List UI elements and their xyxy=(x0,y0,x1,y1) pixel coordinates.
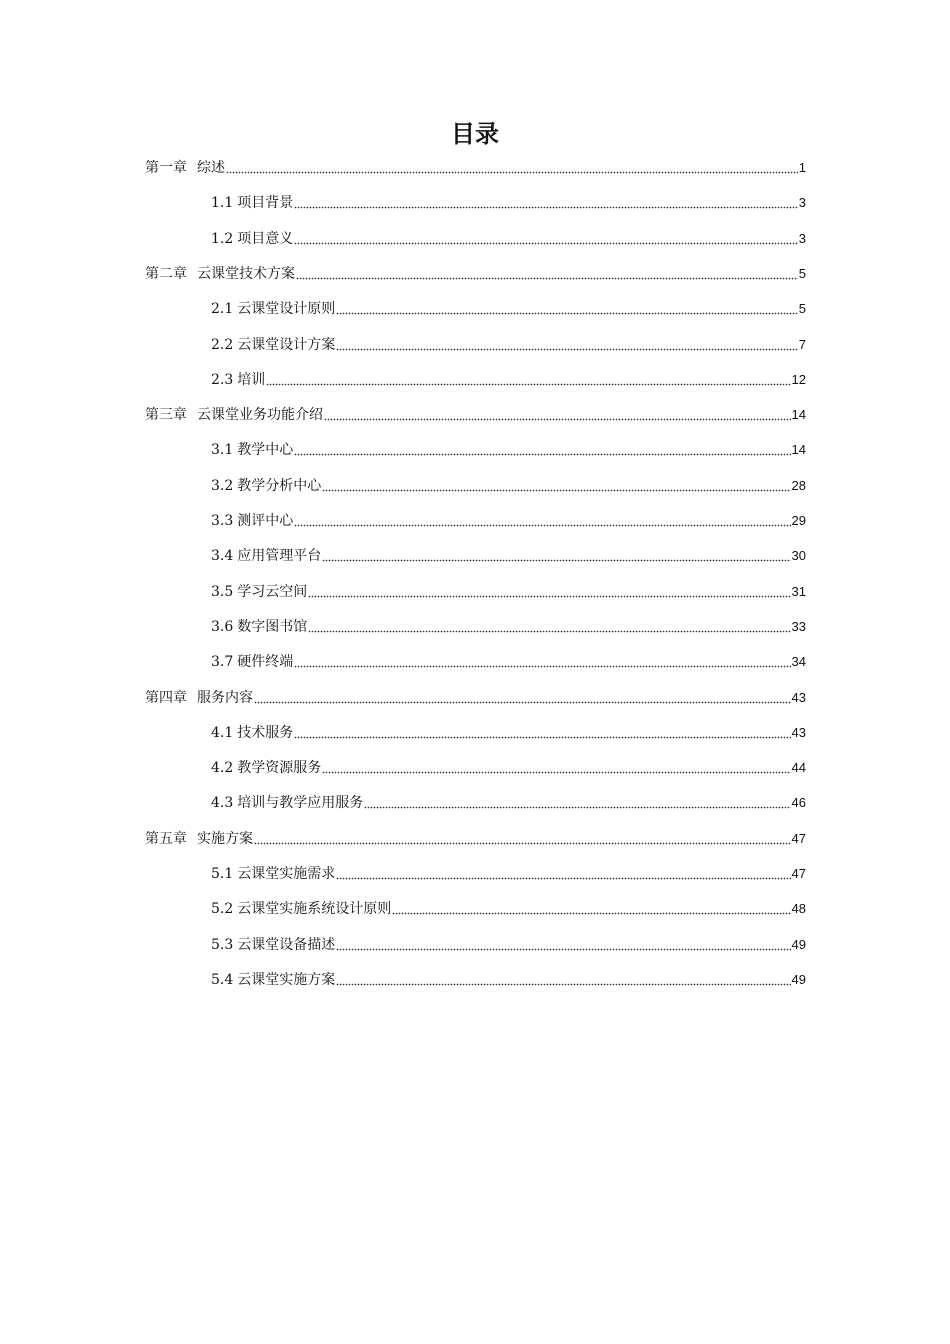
toc-dot-leader xyxy=(254,696,791,704)
toc-section-entry[interactable] xyxy=(211,615,806,639)
toc-entry-title: 数字图书馆 xyxy=(237,619,308,635)
toc-entry-title: 云课堂业务功能介绍 xyxy=(197,407,323,423)
toc-dot-leader xyxy=(308,590,790,598)
toc-section-entry[interactable] xyxy=(211,933,806,957)
toc-page-number: 14 xyxy=(791,442,806,457)
toc-chapter-number: 第四章 xyxy=(145,690,187,706)
toc-section-number: 4.3 xyxy=(211,795,234,811)
toc-page-number: 44 xyxy=(791,760,806,775)
toc-page-number: 28 xyxy=(791,478,806,493)
toc-section-number: 3.7 xyxy=(211,654,234,670)
toc-chapter-entry[interactable] xyxy=(145,827,806,851)
toc-section-entry[interactable] xyxy=(211,544,806,568)
toc-page-number: 43 xyxy=(791,725,806,740)
toc-page-number: 5 xyxy=(798,266,806,281)
toc-section-number: 2.1 xyxy=(211,301,234,317)
toc-entry-title: 应用管理平台 xyxy=(237,548,322,564)
toc-section-entry[interactable] xyxy=(211,968,806,992)
toc-section-entry[interactable] xyxy=(211,191,806,215)
toc-dot-leader xyxy=(336,978,790,986)
toc-dot-leader xyxy=(266,378,790,386)
toc-entry-title: 培训与教学应用服务 xyxy=(237,795,364,811)
toc-dot-leader xyxy=(322,484,790,492)
toc-page-number: 12 xyxy=(791,372,806,387)
toc-dot-leader xyxy=(294,201,798,209)
toc-dot-leader xyxy=(226,166,798,174)
toc-section-number: 5.2 xyxy=(211,901,234,917)
toc-dot-leader xyxy=(294,731,790,739)
toc-dot-leader xyxy=(336,307,798,315)
toc-chapter-entry[interactable] xyxy=(145,156,806,180)
toc-entry-title: 教学分析中心 xyxy=(237,478,322,494)
toc-section-entry[interactable] xyxy=(211,756,806,780)
toc-section-number: 3.6 xyxy=(211,619,234,635)
toc-dot-leader xyxy=(296,272,798,280)
toc-dot-leader xyxy=(254,837,791,845)
toc-dot-leader xyxy=(392,907,790,915)
toc-section-entry[interactable] xyxy=(211,650,806,674)
toc-section-entry[interactable] xyxy=(211,897,806,921)
toc-section-entry[interactable] xyxy=(211,297,806,321)
toc-section-number: 3.1 xyxy=(211,442,234,458)
toc-section-entry[interactable] xyxy=(211,791,806,815)
toc-dot-leader xyxy=(322,554,790,562)
toc-section-number: 5.4 xyxy=(211,972,234,988)
toc-dot-leader xyxy=(294,660,790,668)
toc-dot-leader xyxy=(294,519,790,527)
toc-section-entry[interactable] xyxy=(211,474,806,498)
toc-page-number: 47 xyxy=(791,831,806,846)
toc-page-number: 33 xyxy=(791,619,806,634)
toc-dot-leader xyxy=(336,943,790,951)
toc-chapter-entry[interactable] xyxy=(145,262,806,286)
toc-page-number: 30 xyxy=(791,548,806,563)
toc-section-number: 4.2 xyxy=(211,760,234,776)
toc-entry-title: 项目背景 xyxy=(237,195,294,211)
toc-entry-title: 教学中心 xyxy=(237,442,294,458)
toc-section-number: 3.5 xyxy=(211,584,234,600)
toc-section-entry[interactable] xyxy=(211,509,806,533)
toc-section-number: 5.1 xyxy=(211,866,234,882)
toc-chapter-number: 第三章 xyxy=(145,407,187,423)
toc-section-number: 1.1 xyxy=(211,195,234,211)
toc-dot-leader xyxy=(294,237,798,245)
toc-section-entry[interactable] xyxy=(211,333,806,357)
toc-entry-title: 云课堂设备描述 xyxy=(237,937,336,953)
toc-entry-title: 教学资源服务 xyxy=(237,760,322,776)
toc-entry-title: 综述 xyxy=(197,160,225,176)
toc-entry-title: 云课堂设计原则 xyxy=(237,301,336,317)
toc-entry-title: 实施方案 xyxy=(197,831,253,847)
toc-entry-title: 项目意义 xyxy=(237,231,294,247)
toc-dot-leader xyxy=(322,766,790,774)
toc-page-number: 43 xyxy=(791,690,806,705)
toc-page-number: 14 xyxy=(791,407,806,422)
toc-entry-title: 云课堂实施系统设计原则 xyxy=(237,901,392,917)
toc-entry-title: 学习云空间 xyxy=(237,584,308,600)
toc-section-number: 1.2 xyxy=(211,231,234,247)
toc-entry-title: 云课堂实施方案 xyxy=(237,972,336,988)
toc-page-number: 3 xyxy=(798,195,806,210)
toc-dot-leader xyxy=(336,343,798,351)
toc-entry-title: 云课堂实施需求 xyxy=(237,866,336,882)
toc-entry-title: 云课堂技术方案 xyxy=(197,266,295,282)
toc-chapter-entry[interactable] xyxy=(145,403,806,427)
toc-chapter-number: 第二章 xyxy=(145,266,187,282)
toc-dot-leader xyxy=(336,872,790,880)
toc-chapter-number: 第五章 xyxy=(145,831,187,847)
toc-section-entry[interactable] xyxy=(211,368,806,392)
toc-page-number: 29 xyxy=(791,513,806,528)
toc-dot-leader xyxy=(308,625,790,633)
toc-section-entry[interactable] xyxy=(211,721,806,745)
toc-page-number: 48 xyxy=(791,901,806,916)
toc-section-entry[interactable] xyxy=(211,438,806,462)
toc-page-number: 5 xyxy=(798,301,806,316)
toc-page-number: 7 xyxy=(798,337,806,352)
toc-entry-title: 服务内容 xyxy=(197,690,253,706)
toc-section-number: 4.1 xyxy=(211,725,234,741)
toc-page-number: 49 xyxy=(791,937,806,952)
toc-entry-title: 培训 xyxy=(237,372,266,388)
toc-page-number: 3 xyxy=(798,231,806,246)
page-title: 目录 xyxy=(451,120,499,148)
toc-section-number: 2.3 xyxy=(211,372,234,388)
toc-chapter-number: 第一章 xyxy=(145,160,187,176)
toc-page-number: 31 xyxy=(791,584,806,599)
toc-page-number: 46 xyxy=(791,795,806,810)
toc-section-entry[interactable] xyxy=(211,227,806,251)
toc-chapter-entry[interactable] xyxy=(145,686,806,710)
toc-section-number: 3.3 xyxy=(211,513,234,529)
toc-dot-leader xyxy=(324,413,791,421)
toc-page-number: 47 xyxy=(791,866,806,881)
toc-entry-title: 云课堂设计方案 xyxy=(237,337,336,353)
toc-entry-title: 测评中心 xyxy=(237,513,294,529)
toc-page-number: 34 xyxy=(791,654,806,669)
toc-page-number: 1 xyxy=(798,160,806,175)
toc-page-number: 49 xyxy=(791,972,806,987)
toc-section-number: 3.4 xyxy=(211,548,234,564)
toc-section-number: 5.3 xyxy=(211,937,234,953)
toc-section-entry[interactable] xyxy=(211,580,806,604)
toc-dot-leader xyxy=(294,448,790,456)
toc-dot-leader xyxy=(364,801,790,809)
toc-entry-title: 硬件终端 xyxy=(237,654,294,670)
toc-section-entry[interactable] xyxy=(211,862,806,886)
toc-entry-title: 技术服务 xyxy=(237,725,294,741)
toc-section-number: 2.2 xyxy=(211,337,234,353)
toc-section-number: 3.2 xyxy=(211,478,234,494)
